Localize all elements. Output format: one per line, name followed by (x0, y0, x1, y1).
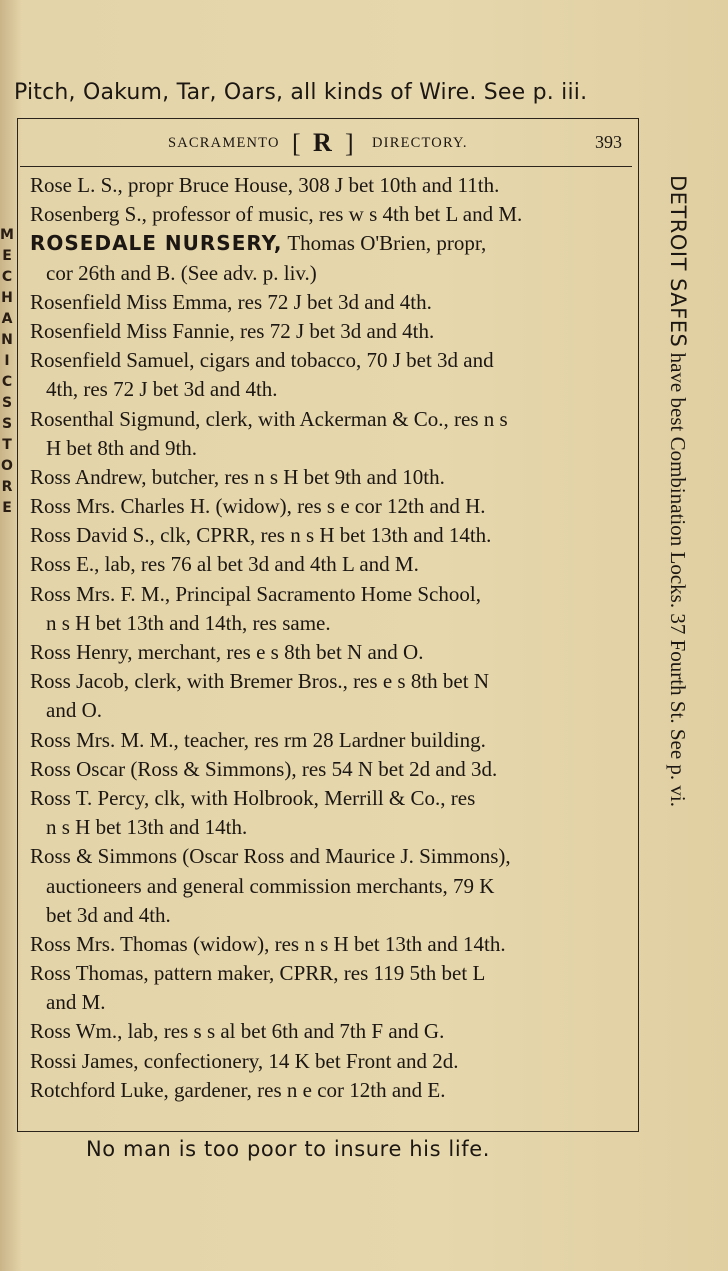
entry-text: Ross Jacob, clerk, with Bremer Bros., res e s 8th bet N (30, 669, 489, 694)
right-margin-advertisement (665, 175, 690, 1095)
directory-entry-line (30, 521, 626, 550)
entry-text: 4th, res 72 J bet 3d and 4th. (46, 377, 278, 402)
entry-text: Ross Andrew, butcher, res n s H bet 9th and 10th. (30, 464, 445, 489)
directory-entry-line (30, 1076, 626, 1105)
directory-entry-line (30, 638, 626, 667)
top-advertisement: Pitch, Oakum, Tar, Oars, all kinds of Wire. See p. iii. (14, 80, 588, 105)
right-ad-text: have best Combination Locks. 37 Fourth St. See p. vi. (666, 347, 690, 807)
directory-entry-line (30, 930, 626, 959)
entry-text: Ross Oscar (Ross & Simmons), res 54 N bet 2d and 3d. (30, 756, 498, 781)
directory-entry-line (30, 901, 626, 930)
entry-text: Ross David S., clk, CPRR, res n s H bet 13th and 14th. (30, 523, 492, 548)
entry-text: Rosenfield Samuel, cigars and tobacco, 70 J bet 3d and (30, 348, 494, 373)
entry-text: Ross Henry, merchant, res e s 8th bet N and O. (30, 640, 424, 664)
entry-text: Ross & Simmons (Oscar Ross and Maurice J. Simmons), (30, 844, 511, 869)
directory-entry-line (30, 988, 626, 1017)
entry-text: Ross E., lab, res 76 al bet 3d and 4th L and M. (30, 552, 419, 577)
header-city: SACRAMENTO (168, 135, 280, 151)
entry-text: Ross Mrs. Charles H. (widow), res s e cor 12th and H. (30, 494, 486, 519)
directory-entry-line (30, 872, 626, 901)
right-ad-brand: DETROIT SAFES (666, 175, 690, 348)
entry-text: and M. (46, 990, 106, 1015)
directory-entry-line (30, 229, 626, 258)
directory-entry-line (30, 434, 626, 463)
entry-text: Thomas O'Brien, propr, (282, 231, 487, 256)
directory-entry-line (30, 259, 626, 288)
entry-text: Rotchford Luke, gardener, res n e cor 12th and E. (30, 1077, 446, 1102)
entry-text: H bet 8th and 9th. (46, 435, 198, 460)
entry-text: Ross Mrs. Thomas (widow), res n s H bet 13th and 14th. (30, 931, 506, 956)
directory-entry-line (30, 609, 626, 638)
entry-text: n s H bet 13th and 14th. (46, 815, 248, 840)
directory-entry-line (30, 842, 626, 871)
entry-text: Ross T. Percy, clk, with Holbrook, Merrill & Co., res (30, 785, 476, 810)
header-bracket-open: [ (292, 129, 301, 158)
directory-entry-line (30, 813, 626, 842)
entry-text: Rosenfield Miss Emma, res 72 J bet 3d and 4th. (30, 289, 432, 314)
directory-entry-line (30, 755, 626, 784)
page-number: 393 (595, 132, 622, 152)
header-directory: DIRECTORY. (372, 135, 468, 151)
entry-text: n s H bet 13th and 14th, res same. (46, 610, 331, 635)
entry-text: Rosenfield Miss Fannie, res 72 J bet 3d and 4th. (30, 318, 435, 343)
directory-entry-line (30, 667, 626, 696)
directory-entry-line (30, 492, 626, 521)
directory-entry-line (30, 550, 626, 579)
directory-entry-line (30, 317, 626, 346)
entry-text: Ross Wm., lab, res s s al bet 6th and 7th F and G. (30, 1019, 445, 1044)
directory-entries (30, 171, 626, 1105)
entry-text: Rosenberg S., professor of music, res w s 4th bet L and M. (30, 202, 523, 227)
directory-entry-line (30, 1017, 626, 1046)
directory-entry-line (30, 200, 626, 229)
entry-text: cor 26th and B. (See adv. p. liv.) (46, 260, 317, 285)
header-letter: R (313, 128, 332, 157)
entry-text: Rossi James, confectionery, 14 K bet Front and 2d. (30, 1048, 459, 1073)
directory-entry-line (30, 959, 626, 988)
entry-bold-name: ROSEDALE NURSERY, (30, 231, 283, 256)
entry-text: Ross Thomas, pattern maker, CPRR, res 119 5th bet L (30, 961, 486, 986)
directory-entry-line (30, 346, 626, 375)
entry-text: Rosenthal Sigmund, clerk, with Ackerman & Co., res n s (30, 406, 508, 431)
entry-text: Ross Mrs. M. M., teacher, res rm 28 Lardner building. (30, 727, 486, 752)
entry-text: and O. (46, 698, 102, 723)
directory-entry-line (30, 726, 626, 755)
entry-text: Ross Mrs. F. M., Principal Sacramento Home School, (30, 581, 481, 606)
bottom-advertisement: No man is too poor to insure his life. (86, 1137, 491, 1161)
directory-entry-line (30, 463, 626, 492)
directory-entry-line (30, 375, 626, 404)
directory-entry-line (30, 784, 626, 813)
header-bracket-close: ] (345, 129, 354, 158)
directory-entry-line (30, 405, 626, 434)
left-margin-advertisement: MECHANICS STORE (0, 227, 14, 516)
entry-text: Rose L. S., propr Bruce House, 308 J bet 10th and 11th. (30, 173, 500, 197)
directory-entry-line (30, 1047, 626, 1076)
directory-entry-line (30, 580, 626, 609)
entry-text: bet 3d and 4th. (46, 902, 171, 927)
directory-entry-line (30, 696, 626, 725)
header-rule (20, 166, 632, 167)
directory-entry-line (30, 288, 626, 317)
directory-entry-line (30, 171, 626, 200)
page-header (20, 128, 630, 162)
entry-text: auctioneers and general commission merchants, 79 K (46, 873, 495, 898)
